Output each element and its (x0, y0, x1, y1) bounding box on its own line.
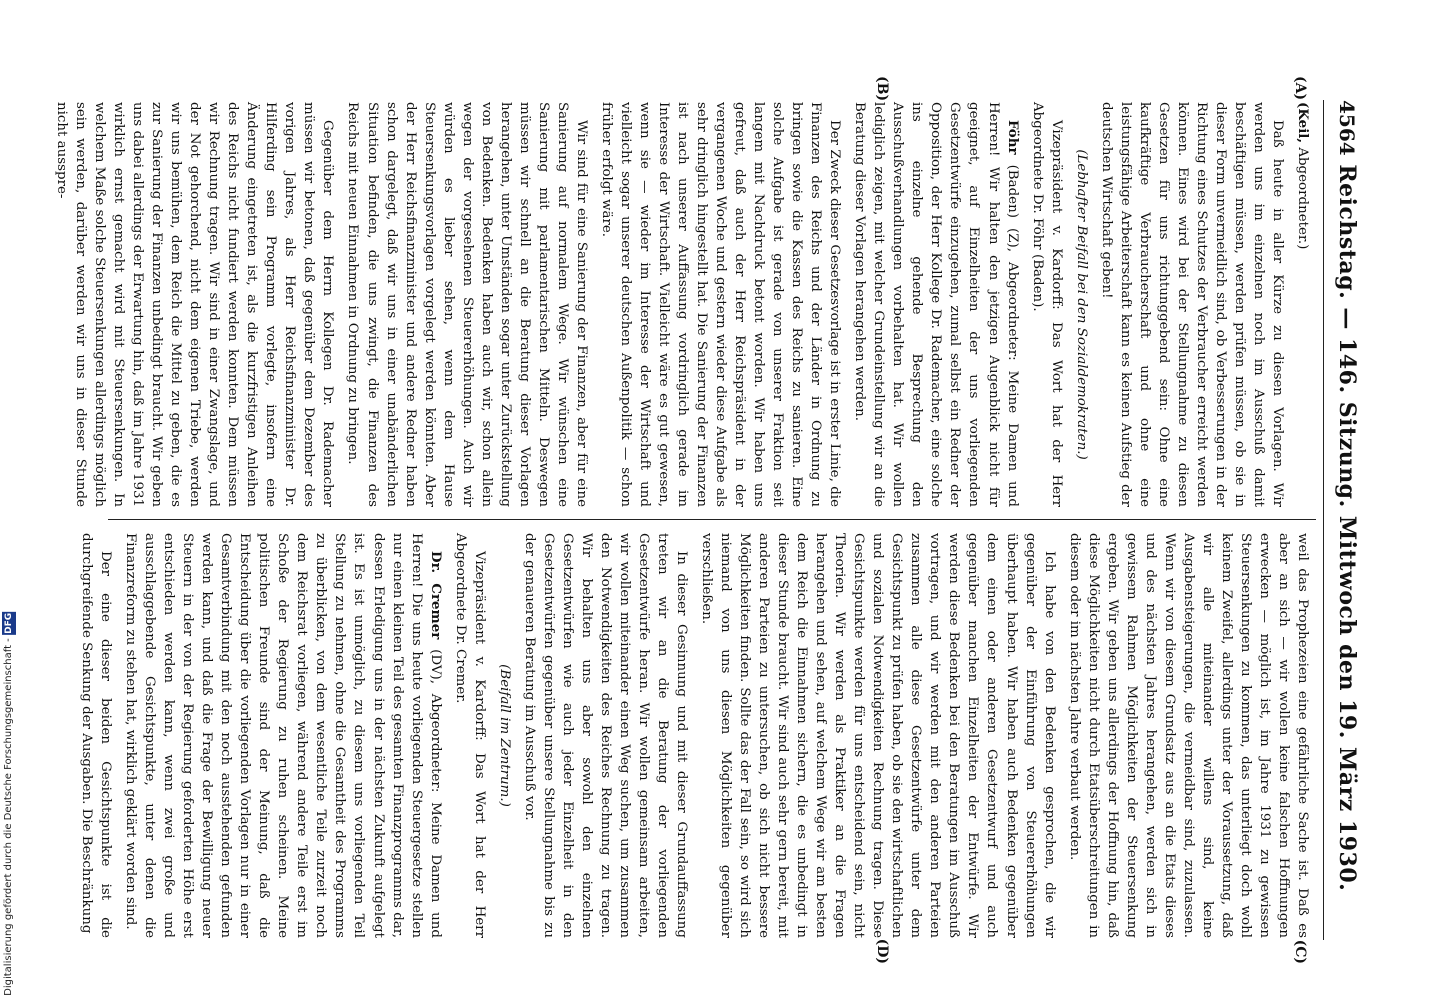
page-header (1323, 100, 1360, 940)
margin-marker-c: (C) (1292, 939, 1308, 964)
paragraph-text: (DV), Abgeordneter: Meine Damen und Herren! Die uns heute vorliegenden Steuergesetze stellen nur einen kleinen Teil des gesamten Finanzprogramms dar, dessen Erledigung uns in der nächsten Zukunft aufgelegt ist. Es ist unmöglich, zu diesem uns vorliegenden Teil Stellung zu nehmen, ohne die Gesamtheit des Programms zu überblicken, von dem wesentliche Teile zurzeit noch dem Reichsrat vorliegen, während andere Teile erst im Schoße der Regierung zu ruhen scheinen. Meine politischen Freunde sind der Meinung, daß die Entscheidung über die vorliegenden Vorlagen nur in einer Gesamtverbindung mit den noch ausstehenden gefunden werden kann, und daß die Frage der Bewilligung neuer Steuern in der von der Regierung geforderten Höhe erst entschieden werden kann, wenn zwei große und ausschlaggebende Gesichtspunkte, unter denen die Finanzreform zu stehen hat, wirklich geklärt worden sind. (123, 533, 443, 938)
paragraph (1028, 102, 1066, 507)
paragraph (77, 533, 115, 938)
paragraph-text: Der eine dieser beiden Gesichtspunkte ist die durchgreifende Senkung der Ausgaben. Die Beschränkung (79, 533, 114, 938)
paragraph (1293, 102, 1312, 507)
digitization-credit (2, 612, 16, 996)
paragraph (697, 533, 1059, 938)
margin-marker-d: (D) (874, 938, 890, 964)
credit-text: Digitalisierung gefördert durch die Deutsche Forschungsgemeinschaft - (3, 638, 14, 996)
speaker-name: Föhr (1004, 120, 1021, 155)
right-column (79, 533, 1312, 938)
paragraph (1065, 533, 1312, 938)
paragraph-text: Ich habe von den Bedenken gesprochen, die wir gegenüber der Einführung von Steuererhöhungen überhaupt haben. Wir haben auch Bedenken gegenüber dem einen oder anderen Gesetzentwurf und auch gegenüber manchen Einzelheiten der Entwürfe. Wir werden diese Bedenken bei den Beratungen im Ausschuß vortragen, und wir werden mit den anderen Parteien zusammen alle diese Gesetzentwürfe unter dem Gesichtspunkt zu prüfen haben, ob sie den wirtschaftlichen und sozialen Notwendigkeiten Rechnung tragen. Diese Gesichtspunkte werden für uns entscheidend sein, nicht Theorien. Wir werden als Praktiker an die Fragen herangehen und sehen, auf welchem Wege wir am besten dem Reich die Einnahmen sichern, die es unbedingt in dieser Stunde braucht. Wir sind auch sehr gern bereit, mit anderen Parteien zu untersuchen, ob sich nicht bessere Möglichkeiten finden. Sollte das der Fall sein, so wird sich niemand von uns diesen Möglichkeiten gegenüber verschließen. (699, 533, 1057, 938)
paragraph-text: Der Zweck dieser Gesetzesvorlage ist in erster Linie, die Finanzen des Reichs und der Länder in Ordnung zu bringen sowie die Kassen des Reichs zu sanieren. Eine solche Aufgabe ist gerade von unserer Fraktion seit langem mit Nachdruck betont worden. Wir haben uns gefreut, daß auch der Herr Reichspräsident in der vergangenen Woche und gestern wieder diese Aufgabe als sehr dringlich hingestellt hat. Die Sanierung der Finanzen ist nach unserer Auffassung vordringlich gerade im Interesse der Wirtschaft. Vielleicht wäre es gut gewesen, wenn sie — wieder im Interesse der Wirtschaft und vielleicht sogar unserer deutschen Außenpolitik — schon früher erfolgt wäre. (598, 102, 843, 507)
margin-marker-a: (A) (1292, 76, 1308, 101)
paragraph-text: (Lebhafter Beifall bei den Sozialdemokraten.) (1073, 149, 1089, 460)
page-title: Reichstag. — 146. Sitzung. Mittwoch den 19. März 1930. (1334, 164, 1360, 892)
paragraph (495, 533, 514, 938)
paragraph (121, 533, 445, 938)
paragraph-text: Daß heute in aller Kürze zu diesen Vorlagen. Wir werden uns im einzelnen noch im Ausschuß damit beschäftigen müssen, werden prüfen müssen, ob sie in dieser Form unvermeidlich sind, ob Verbesserungen in der Richtung eines Schutzes der Verbraucher erreicht werden können. Eines wird bei der Stellungnahme zu diesen Gesetzen für uns richtunggebend sein: Ohne eine kaufkräftige Verbraucherschaft und ohne eine leistungsfähige Arbeiterschaft kann es keinen Aufstieg der deutschen Wirtschaft geben! (1098, 102, 1285, 507)
speaker-name: (Keil, (1295, 102, 1311, 144)
paragraph (1097, 102, 1287, 507)
left-column (54, 102, 1312, 507)
paragraph-text: Vizepräsident v. Kardorff: Das Wort hat der Herr Abgeordnete Dr. Cremer. (452, 533, 487, 938)
document-page (54, 76, 1360, 964)
paragraph (1072, 102, 1091, 507)
paragraph-text: (Baden) (Z), Abgeordneter: Meine Damen und Herren! Wir halten den jetzigen Augenblick nicht für geeignet, auf Einzelheiten der uns vorliegenden Gesetzentwürfe einzugehen, zumal selbst ein Redner der Opposition, der Herr Kollege Dr. Rademacher, eine solche ins einzelne gehende Besprechung den Ausschußverhandlungen vorbehalten hat. Wir wollen lediglich zeigen, mit welcher Grundeinstellung wir an die Beratung dieser Vorlagen herangehen werden. (852, 102, 1020, 507)
paragraph-text: Gegenüber dem Herrn Kollegen Dr. Rademacher müssen wir betonen, daß gegenüber dem Dezember des vorigen Jahres, als Herr Reichsfinanzminister Dr. Hilferding sein Programm vorlegte, insofern eine Änderung eingetreten ist, als die kurzfristigen Anleihen des Reichs nicht fundiert werden konnten. Dem müssen wir Rechnung tragen. Wir sind in einer Zwangslage, und der Not gehorchend, nicht dem eigenen Triebe, werden wir uns bemühen, dem Reich die Mittel zu geben, die es zur Sanierung der Finanzen unbedingt braucht. Wir geben uns dabei allerdings der Erwartung hin, daß im Jahre 1931 wirklich ernst gemacht wird mit Steuersenkungen. In welchem Maße solche Steuersenkungen allerdings möglich sein werden, darüber werden wir uns in dieser Stunde nicht ausspre- (54, 102, 336, 507)
paragraph-text: (Beifall im Zentrum.) (496, 664, 512, 807)
paragraph (451, 533, 489, 938)
paragraph (597, 102, 844, 507)
paragraph-text: Abgeordneter.) (1295, 147, 1310, 250)
dfg-logo: DFG (4, 613, 14, 635)
paragraph (520, 533, 691, 938)
paragraph-text: In dieser Gesinnung und mit dieser Grundauffassung treten wir an die Beratung der vorliegenden Gesetzentwürfe heran. Wir wollen gemeinsam arbeiten, wir wollen miteinander einen Weg suchen, um zusammen den Notwendigkeiten des Reiches Rechnung zu tragen. Wir behalten uns aber sowohl den einzelnen Gesetzentwürfen wie auch jeder Einzelheit in den Gesetzentwürfen gegenüber unsere Stellungnahme bis zu der genaueren Beratung im Ausschuß vor. (521, 533, 689, 938)
margin-marker-b: (B) (874, 76, 890, 102)
column-divider (108, 519, 1316, 520)
paragraph (52, 102, 337, 507)
paragraph (343, 102, 590, 507)
paragraph-text: weil das Prophezeien eine gefährliche Sache ist. Daß es aber an sich — wir wollen keine falschen Hoffnungen erwecken — möglich ist, im Jahre 1931 zu gewissen Steuersenkungen zu kommen, das unterliegt doch wohl keinem Zweifel, allerdings unter der Voraussetzung, daß wir alle miteinander willens sind, keine Ausgabensteigerungen, die vermeidbar sind, zuzulassen. Wenn wir von diesem Grundsatz aus an die Etats dieses und des nächsten Jahres herangehen, werden sich in gewissem Rahmen Möglichkeiten der Steuersenkung ergeben. Wir geben uns allerdings der Hoffnung hin, daß diese Möglichkeiten nicht durch Etatsüberschreitungen in diesem oder im nächsten Jahre verbaut werden. (1066, 533, 1310, 938)
speaker-name: Dr. Cremer (427, 551, 444, 640)
paragraph (850, 102, 1021, 507)
page-number: 4564 (1335, 100, 1359, 156)
paragraph-text: Wir sind für eine Sanierung der Finanzen, aber für eine Sanierung auf normalem Wege. Wir wünschen eine Sanierung mit parlamentarischen Mitteln. Deswegen müssen wir schnell an die Beratung dieser Vorlagen herangehen, unter Umständen sogar unter Zurückstellung von Bedenken. Bedenken haben auch wir, schon allein wegen der vorgesehenen Steuererhöhungen. Auch wir würden es lieber sehen, wenn dem Hause Steuersenkungsvorlagen vorgelegt werden könnten. Aber der Herr Reichsfinanzminister und andere Redner haben schon dargelegt, daß wir uns in einer unabänderlichen Situation befinden, die uns zwingt, die Finanzen des Reichs mit neuen Einnahmen in Ordnung zu bringen. (345, 102, 589, 507)
paragraph-text: Vizepräsident v. Kardorff: Das Wort hat der Herr Abgeordnete Dr. Föhr (Baden). (1029, 102, 1064, 507)
